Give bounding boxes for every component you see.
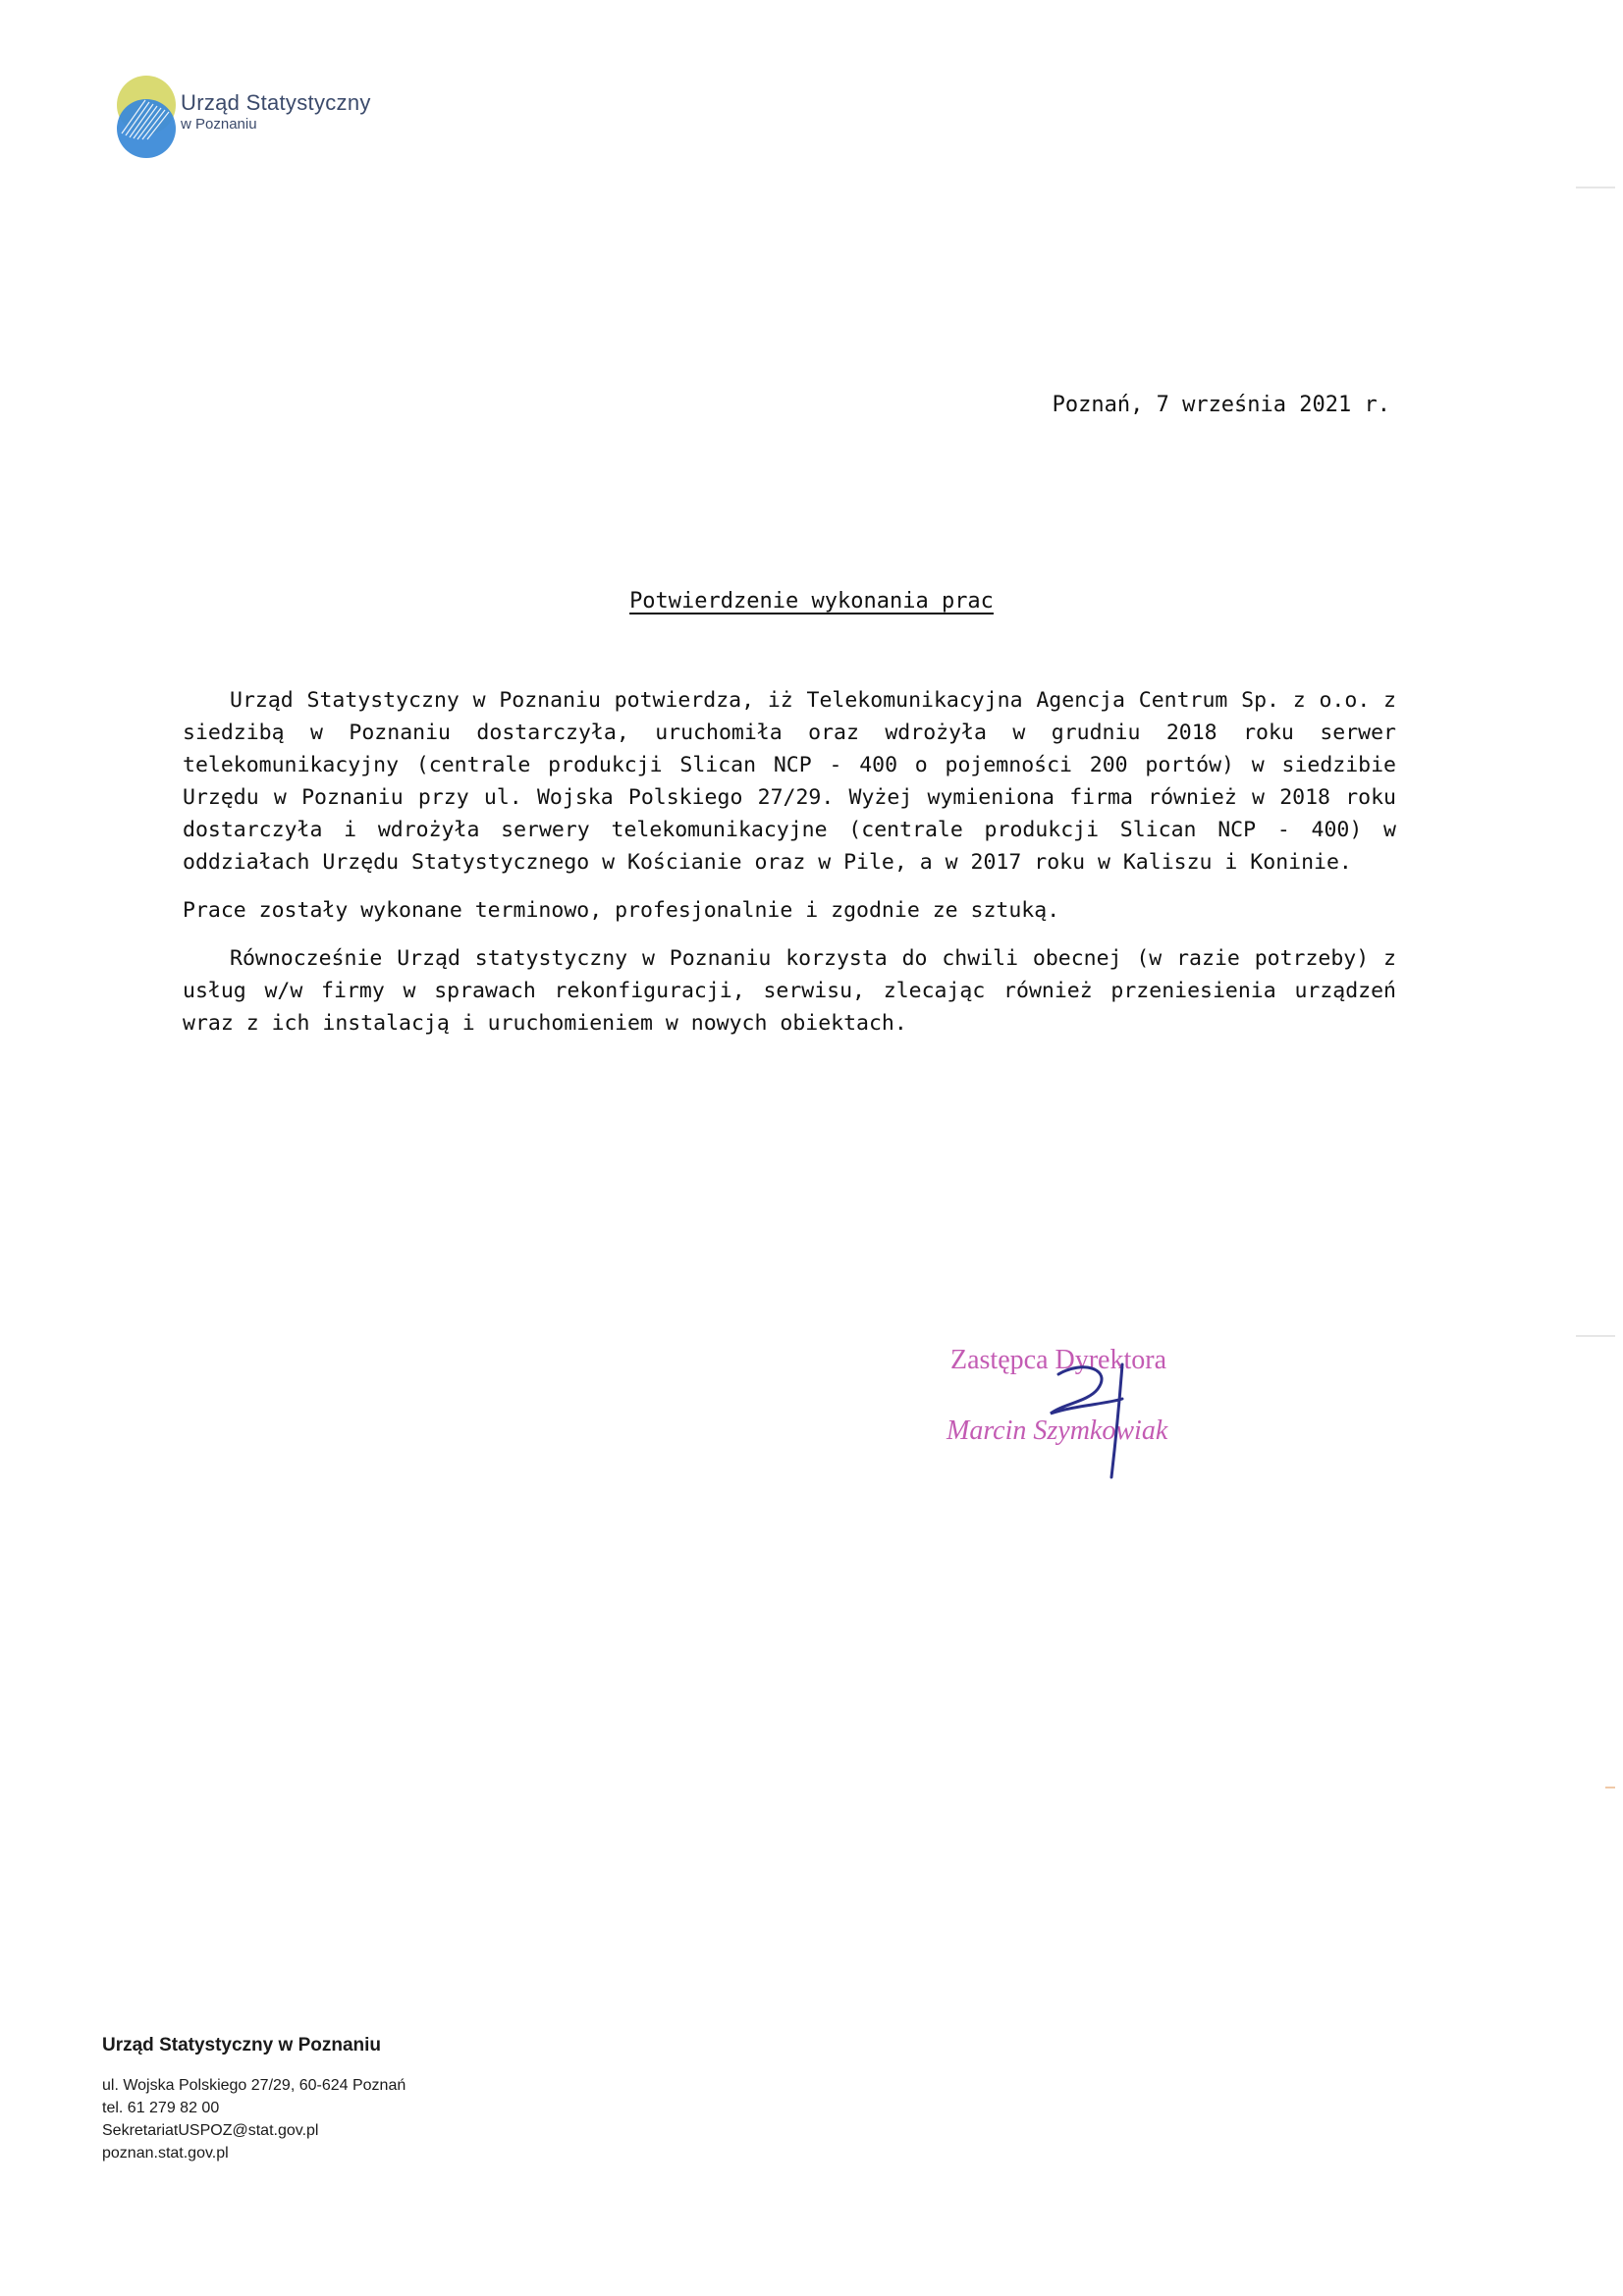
signature-role: Zastępca Dyrektora (950, 1345, 1166, 1375)
signature-name: Marcin Szymkowiak (947, 1415, 1168, 1446)
paragraph-confirmation: Urząd Statystyczny w Poznaniu potwierdza, iż Telekomunikacyjna Agencja Centrum Sp. z o.o. z siedzibą w Poznaniu dostarczyła, uruchomiła oraz wdrożyła w grudniu 2018 roku serwer telekomunikacyjny (centrale produkcji Slican NCP - 400 o pojemności 200 portów) w siedzibie Urzędu w Poznaniu przy ul. Wojska Polskiego 27/29. Wyżej wymieniona firma również w 2018 roku dostarczyła i wdrożyła serwery telekomunikacyjne (centrale produkcji Slican NCP - 400) w oddziałach Urzędu Statystycznego w Kościanie oraz w Pile, a w 2017 roku w Kaliszu i Koninie. (183, 688, 1396, 875)
footer-phone: tel. 61 279 82 00 (102, 2100, 220, 2116)
footer-org-name: Urząd Statystyczny w Poznaniu (102, 2035, 382, 2056)
letterhead-org-name: Urząd Statystyczny (181, 90, 371, 115)
handwritten-signature-icon (1029, 1345, 1147, 1482)
letter-footer (102, 2035, 406, 2164)
footer-email: SekretariatUSPOZ@stat.gov.pl (102, 2122, 319, 2139)
footer-address: ul. Wojska Polskiego 27/29, 60-624 Poznań (102, 2077, 406, 2094)
letterhead-org-sub: w Poznaniu (181, 116, 257, 133)
letterhead-logo (116, 75, 430, 163)
paragraph-ongoing-services: Równocześnie Urząd statystyczny w Poznaniu korzysta do chwili obecnej (w razie potrzeby) z usług w/w firmy w sprawach rekonfiguracji, serwisu, zlecając również przeniesienia urządzeń wraz z ich instalacją i uruchomieniem w nowych obiektach. (183, 946, 1396, 1036)
footer-website: poznan.stat.gov.pl (102, 2145, 229, 2162)
scan-edge-mark (1576, 1335, 1615, 1337)
letterhead-text (181, 90, 371, 133)
letter-date: Poznań, 7 września 2021 r. (1052, 393, 1390, 417)
signature-stamp (941, 1345, 1235, 1482)
letter-body (183, 684, 1396, 1055)
office-logo-icon (116, 75, 177, 159)
paragraph-quality: Prace zostały wykonane terminowo, profesjonalnie i zgodnie ze sztuką. (183, 898, 1060, 923)
scan-edge-mark (1605, 1787, 1615, 1789)
scan-edge-mark (1576, 187, 1615, 188)
letter-title: Potwierdzenie wykonania prac (629, 589, 994, 614)
